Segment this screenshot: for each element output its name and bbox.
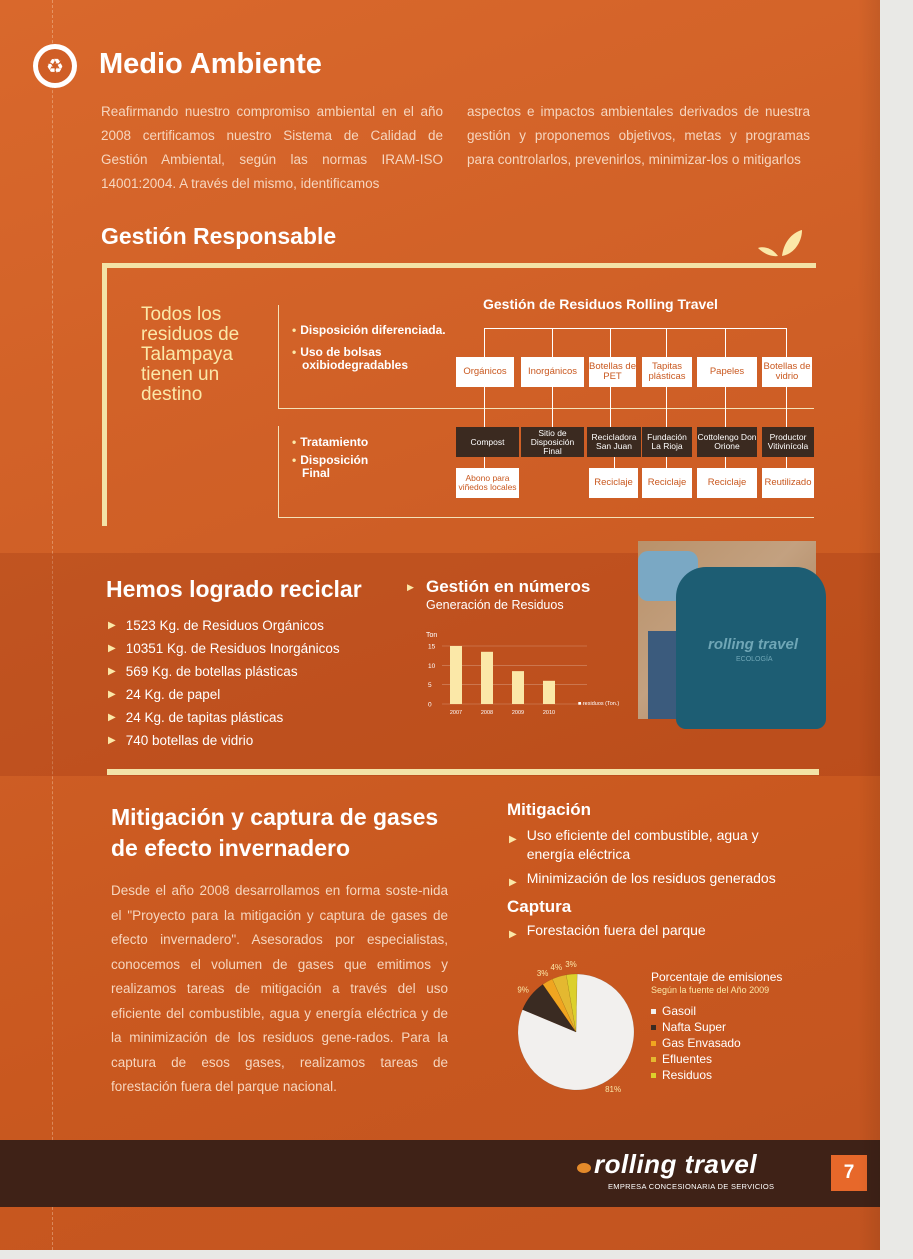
- diagram-title: Gestión de Residuos Rolling Travel: [483, 296, 718, 312]
- diagram-category: Papeles: [697, 357, 757, 387]
- diagram-category: Orgánicos: [456, 357, 514, 387]
- pie-subtitle: Según la fuente del Año 2009: [651, 985, 770, 995]
- logo-dot-icon: [577, 1163, 591, 1173]
- diagram-processor: Productor Vitivinícola: [762, 427, 814, 457]
- legend-swatch: [651, 1025, 656, 1030]
- intro-text-right: aspectos e impactos ambientales derivados de nuestra gestión y proponemos objetivos, metas y programas para controlarlos, prevenirlos, minimizar-los o mitigarlos: [467, 104, 810, 167]
- page-number: 7: [831, 1155, 867, 1191]
- diagram-category: Inorgánicos: [521, 357, 584, 387]
- section-title-mitigacion: Mitigación y captura de gases de efecto invernadero: [111, 804, 439, 861]
- bar-tick-label: 5: [428, 682, 432, 690]
- diagram-connector: [786, 457, 787, 468]
- pie-legend-item: [651, 1003, 741, 1019]
- frame-bottom-line: [278, 517, 814, 518]
- diagram-outcome: Reciclaje: [642, 468, 692, 498]
- mitigacion-body: Desde el año 2008 desarrollamos en forma soste-nida el "Proyecto para la mitigación y captura de gases de efecto invernadero". Asesorados por especialistas, conocemos el volumen de gases que emitimos y realizamos tareas de mitigación a través del uso eficiente del combustible, agua y energía eléctrica y de la minimización de los residuos gene-rados. Para la captura de esos gases, realizamos tareas de forestación fuera del parque nacional.: [111, 883, 448, 1094]
- list-item: ▶ 740 botellas de vidrio: [108, 732, 254, 748]
- diagram-connector: [666, 457, 667, 468]
- list-item: ▶ Minimización de los residuos generados: [509, 870, 776, 888]
- diagram-category: Botellas de PET: [589, 357, 636, 387]
- legend-swatch: [651, 1073, 656, 1078]
- diagram-processor: Fundación La Rioja: [642, 427, 692, 457]
- list-item: ▶ Uso eficiente del combustible, agua y energía eléctrica: [509, 827, 759, 862]
- pie-value-label: 3%: [565, 960, 577, 970]
- bar-category-label: 2008: [480, 710, 494, 716]
- pie-value-label: 4%: [550, 962, 563, 972]
- legend-label: Gasoil: [662, 1004, 697, 1018]
- bar: [481, 652, 493, 704]
- bar: [543, 681, 555, 704]
- diagram-connector: [610, 328, 611, 357]
- bar-category-label: 2007: [449, 710, 463, 716]
- pie-legend-item: [651, 1067, 741, 1083]
- heading-captura: Captura: [507, 897, 572, 916]
- bar-category-label: 2010: [542, 710, 556, 716]
- diagram-connector: [725, 387, 726, 427]
- photo-bag-brand-sub: ECOLOGÍA: [736, 656, 773, 663]
- photo-leg: [648, 631, 676, 719]
- legend-label: Residuos: [662, 1068, 713, 1082]
- bar: [512, 671, 524, 704]
- heading-mitigacion: Mitigación: [507, 800, 592, 819]
- legend-label: Efluentes: [662, 1052, 713, 1066]
- bullet-disposicion: • Disposición diferenciada.: [292, 323, 446, 337]
- diagram-connector: [666, 328, 667, 357]
- legend-label: Gas Envasado: [662, 1036, 741, 1050]
- leaf-icon: [756, 226, 804, 260]
- diagram-category: Tapitas plásticas: [642, 357, 692, 387]
- legend-swatch: [651, 1041, 656, 1046]
- diagram-connector: [484, 328, 786, 329]
- headline-todos: Todos los residuos de Talampaya tienen un destino: [141, 304, 240, 405]
- diagram-connector: [786, 328, 787, 357]
- diagram-processor: Cottolengo Don Orione: [697, 427, 757, 457]
- list-item: ▶ 24 Kg. de papel: [108, 686, 221, 702]
- frame-vline-bottom: [278, 426, 279, 518]
- section-title-numeros: Gestión en números: [426, 577, 591, 596]
- diagram-outcome: Reutilizado: [762, 468, 814, 498]
- bar-legend: ■ residuos (Ton.): [578, 701, 620, 707]
- mitigacion-list: [509, 826, 819, 892]
- legend-label: Nafta Super: [662, 1020, 727, 1034]
- captura-list: [509, 921, 706, 944]
- triangle-bullet-icon: ▶: [407, 582, 414, 592]
- pie-value-label: 3%: [536, 968, 549, 978]
- diagram-connector: [552, 328, 553, 357]
- diagram-outcome: Abono para viñedos locales: [456, 468, 519, 498]
- bar-tick-label: 15: [428, 643, 436, 651]
- list-item: ▶ 1523 Kg. de Residuos Orgánicos: [108, 617, 324, 633]
- footer-tagline: EMPRESA CONCESIONARIA DE SERVICIOS: [608, 1182, 775, 1191]
- pie-legend: [651, 1003, 741, 1083]
- diagram-connector: [484, 328, 485, 357]
- page-title: Medio Ambiente: [99, 48, 322, 80]
- bar-tick-label: 0: [428, 701, 432, 709]
- recycle-icon: ♻: [33, 44, 77, 88]
- photo-recycling-bag: [638, 541, 816, 719]
- diagram-connector: [666, 387, 667, 427]
- section-title-reciclar: Hemos logrado reciclar: [106, 576, 362, 602]
- diagram-connector: [610, 387, 611, 427]
- waste-bar-chart: [420, 628, 620, 720]
- diagram-processor: Recicladora San Juan: [587, 427, 641, 457]
- recycling-list: [108, 614, 340, 752]
- diagram-connector: [725, 328, 726, 357]
- pie-value-label: 9%: [517, 985, 529, 995]
- list-item: ▶ 10351 Kg. de Residuos Inorgánicos: [108, 640, 340, 656]
- photo-bag-brand: rolling travel: [708, 636, 799, 653]
- frame-divider: [278, 408, 814, 409]
- emissions-pie-chart: [500, 950, 650, 1100]
- diagram-connector: [484, 387, 485, 427]
- frame-top: [102, 263, 816, 268]
- list-item: ▶ 569 Kg. de botellas plásticas: [108, 663, 298, 679]
- pie-legend-item: [651, 1019, 741, 1035]
- diagram-connector: [614, 457, 615, 468]
- diagram-processor: Sitio de Disposición Final: [521, 427, 584, 457]
- diagram-connector: [552, 387, 553, 427]
- pie-value-label: 81%: [605, 1085, 622, 1094]
- section-title-gestion: Gestión Responsable: [101, 223, 337, 249]
- list-item: ▶ Forestación fuera del parque: [509, 922, 706, 940]
- section-subtitle-numeros: Generación de Residuos: [426, 598, 564, 612]
- bar-axis-label: Ton: [426, 632, 438, 639]
- footer-logo: rolling travel: [594, 1149, 758, 1179]
- bar-category-label: 2009: [511, 710, 525, 716]
- section-divider: [107, 769, 819, 775]
- legend-swatch: [651, 1057, 656, 1062]
- frame-left: [102, 263, 107, 526]
- diagram-connector: [725, 457, 726, 468]
- bar-tick-label: 10: [428, 662, 436, 670]
- bullet-bolsas: • Uso de bolsas oxibiodegradables: [292, 345, 409, 372]
- diagram-outcome: Reciclaje: [697, 468, 757, 498]
- pie-title: Porcentaje de emisiones: [651, 970, 783, 984]
- pie-legend-item: [651, 1035, 741, 1051]
- intro-text-left: Reafirmando nuestro compromiso ambiental en el año 2008 certificamos nuestro Sistema de Calidad de Gestión Ambiental, según las normas IRAM-ISO 14001:2004. A través del mismo, identificamos: [101, 104, 443, 191]
- diagram-connector: [786, 387, 787, 427]
- bullet-disposicion-final: • Disposición Final: [292, 453, 369, 480]
- legend-swatch: [651, 1009, 656, 1014]
- diagram-connector: [484, 457, 485, 468]
- bar: [450, 646, 462, 704]
- pie-legend-item: [651, 1051, 741, 1067]
- diagram-outcome: Reciclaje: [589, 468, 638, 498]
- diagram-category: Botellas de vidrio: [762, 357, 812, 387]
- list-item: ▶ 24 Kg. de tapitas plásticas: [108, 709, 284, 725]
- diagram-processor: Compost: [456, 427, 519, 457]
- bullet-tratamiento: • Tratamiento: [292, 435, 369, 449]
